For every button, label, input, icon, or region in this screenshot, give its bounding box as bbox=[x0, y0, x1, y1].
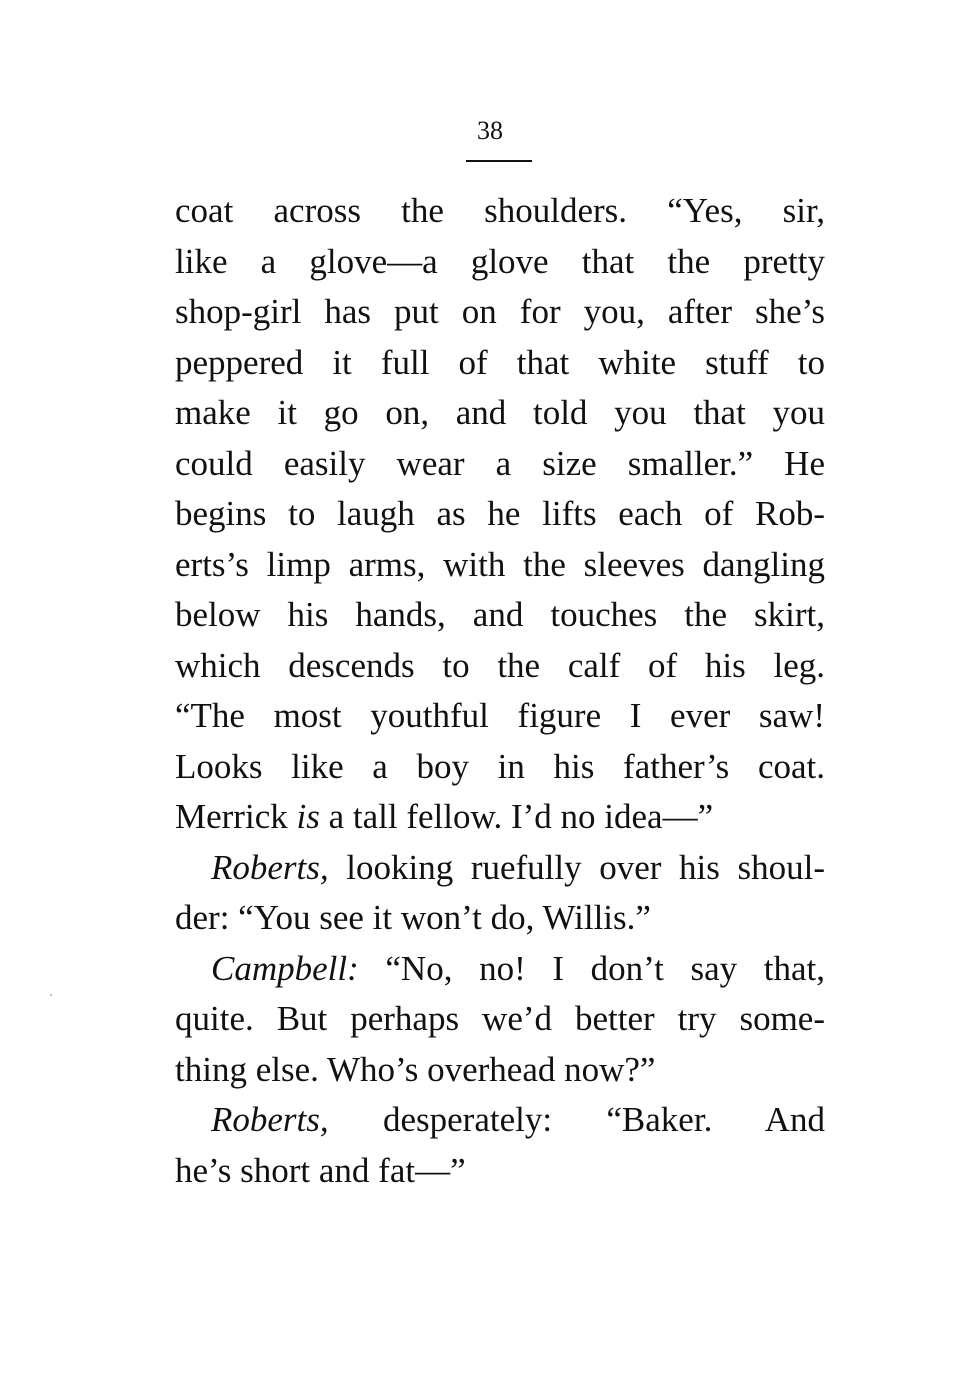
page-number-rule bbox=[466, 160, 532, 162]
margin-speck bbox=[50, 994, 52, 996]
text-fragment: “No, no! I don’t say that, bbox=[358, 948, 825, 988]
text-line: “The most youthful figure I ever saw! bbox=[175, 696, 825, 735]
dialogue-line bbox=[175, 944, 825, 995]
text-fragment: looking ruefully over his shoul- bbox=[328, 847, 825, 887]
text-line: peppered it full of that white stuff to bbox=[175, 342, 825, 382]
page-number: 38 bbox=[477, 116, 503, 145]
body-text bbox=[175, 186, 825, 1196]
text-line: thing else. Who’s overhead now?” bbox=[175, 1049, 656, 1089]
text-line: coat across the shoulders. “Yes, sir, bbox=[175, 191, 825, 230]
text-line: shop-girl has put on for you, after she’s bbox=[175, 292, 825, 331]
dialogue-line bbox=[175, 843, 825, 894]
speaker-name: Roberts, bbox=[211, 847, 329, 887]
text-line: below his hands, and touches the skirt, bbox=[175, 595, 825, 634]
text-line: begins to laugh as he lifts each of Rob- bbox=[175, 494, 825, 533]
speaker-name: Roberts, bbox=[211, 1100, 329, 1139]
text-line: erts’s limp arms, with the sleeves dangling bbox=[175, 544, 825, 584]
text-line: der: “You see it won’t do, Willis.” bbox=[175, 898, 651, 937]
dialogue-line bbox=[175, 1095, 825, 1146]
text-fragment: Merrick bbox=[175, 797, 297, 836]
text-line: make it go on, and told you that you bbox=[175, 393, 825, 432]
text-line: he’s short and fat—” bbox=[175, 1150, 466, 1190]
text-line bbox=[175, 792, 825, 843]
speaker-name: Campbell: bbox=[211, 948, 359, 988]
text-line: quite. But perhaps we’d better try some- bbox=[175, 999, 825, 1038]
text-line: Looks like a boy in his father’s coat. bbox=[175, 746, 825, 786]
emphasized-word: is bbox=[296, 797, 320, 836]
text-line: could easily wear a size smaller.” He bbox=[175, 443, 825, 483]
text-line: like a glove—a glove that the pretty bbox=[175, 241, 825, 281]
text-line: which descends to the calf of his leg. bbox=[175, 645, 825, 685]
text-fragment: desperately: “Baker. And bbox=[328, 1100, 825, 1139]
text-fragment: a tall fellow. I’d no idea—” bbox=[319, 797, 714, 836]
